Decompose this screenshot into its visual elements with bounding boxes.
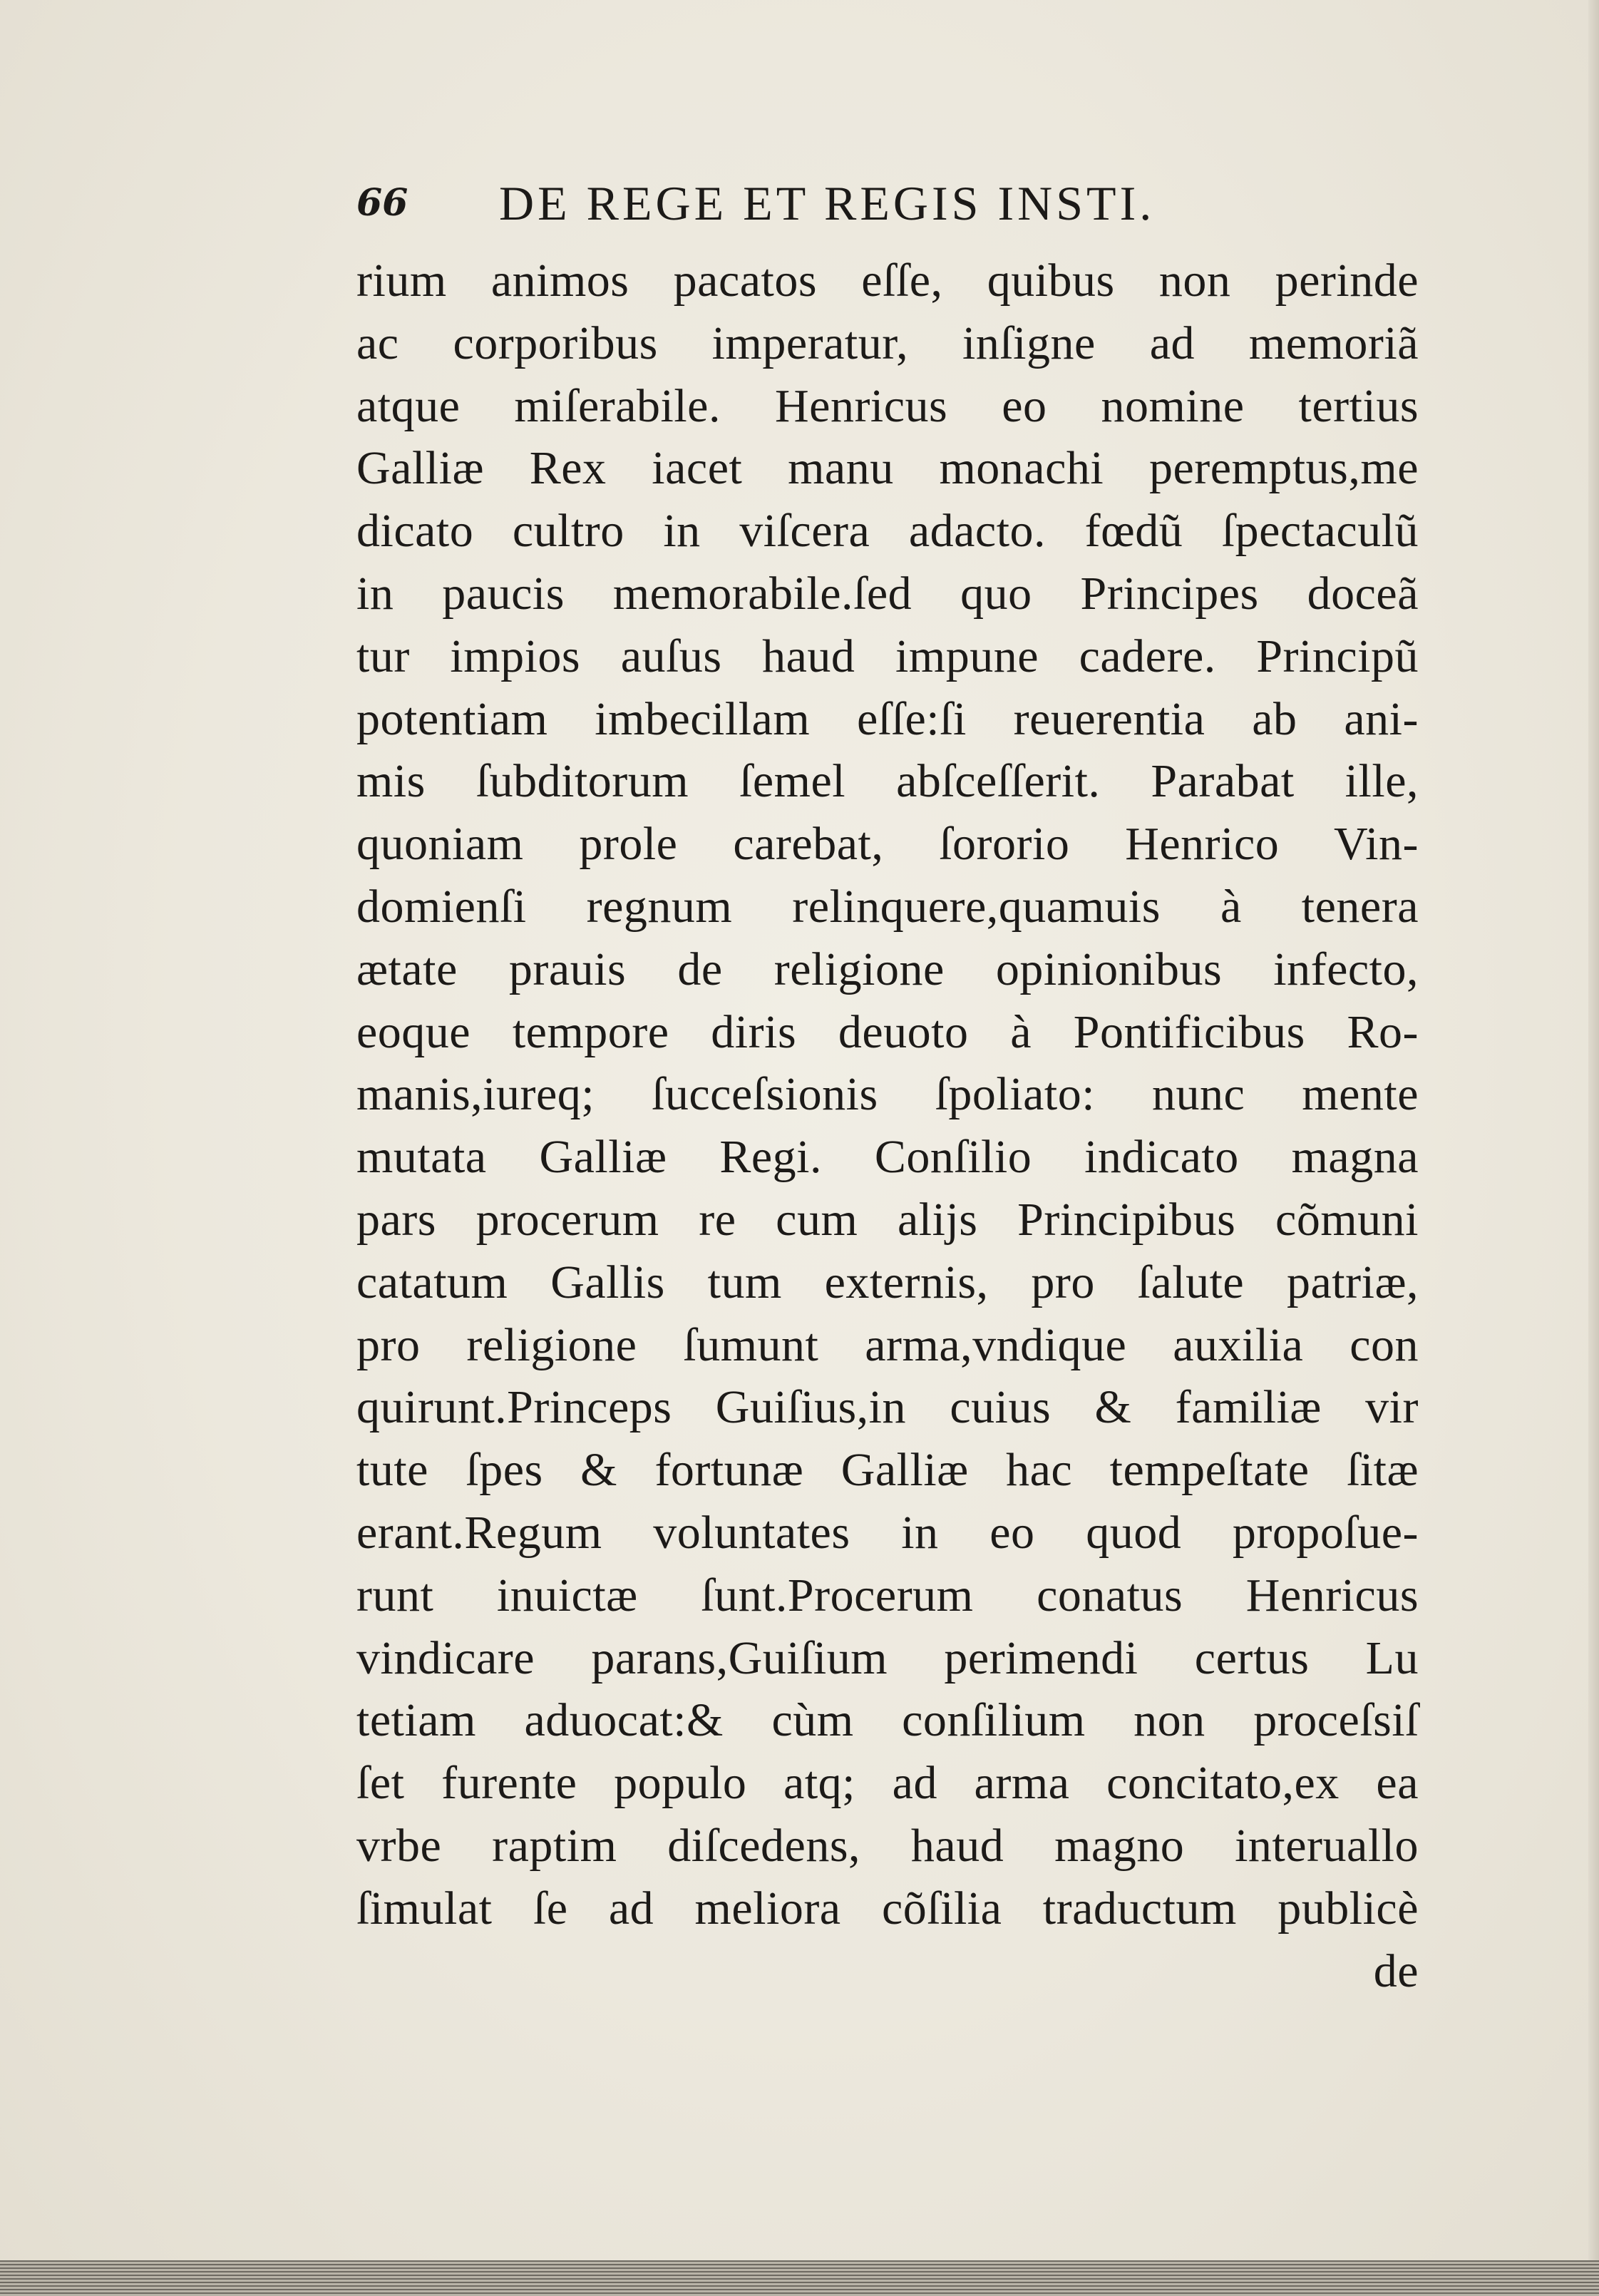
text-line: quirunt.Princeps Guiſius,in cuius & familiæ vir	[356, 1381, 1419, 1434]
text-line: quoniam prole carebat, ſororio Henrico Vin-	[356, 818, 1419, 871]
text-line: ætate prauis de religione opinionibus infecto,	[356, 943, 1419, 995]
running-head: DE REGE ET REGIS INSTI.	[499, 176, 1156, 230]
text-line: tetiam aduocat:& cùm conſilium non proceſsiſ	[356, 1694, 1419, 1747]
text-line: erant.Regum voluntates in eo quod propoſue-	[356, 1506, 1419, 1559]
text-line: rium animos pacatos eſſe, quibus non perinde	[356, 255, 1419, 307]
text-line: runt inuictæ ſunt.Procerum conatus Henricus	[356, 1569, 1419, 1621]
text-line: mutata Galliæ Regi. Conſilio indicato magna	[356, 1131, 1419, 1184]
text-line: atque miſerabile. Henricus eo nomine tertius	[356, 379, 1419, 432]
page-number: 66	[356, 181, 408, 225]
text-line: pro religione ſumunt arma,vndique auxilia con	[356, 1318, 1419, 1371]
text-line: mis ſubditorum ſemel abſceſſerit. Parabat ille,	[356, 755, 1419, 808]
text-line: manis,iureq; ſucceſsionis ſpoliato: nunc mente	[356, 1068, 1419, 1121]
text-line: catatum Gallis tum externis, pro ſalute patriæ,	[356, 1256, 1419, 1308]
text-line: potentiam imbecillam eſſe:ſi reuerentia ab ani-	[356, 692, 1419, 745]
page-edge-bottom	[0, 2260, 1599, 2296]
page-edge-right	[1588, 0, 1599, 2260]
text-line: Galliæ Rex iacet manu monachi peremptus,me	[356, 442, 1419, 495]
text-line: domienſi regnum relinquere,quamuis à tenera	[356, 880, 1419, 933]
text-line: eoque tempore diris deuoto à Pontificibus Ro-	[356, 1005, 1419, 1058]
catchword: de	[1373, 1944, 1419, 1997]
text-line: pars procerum re cum alijs Principibus cõmuni	[356, 1193, 1419, 1246]
text-line: in paucis memorabile.ſed quo Principes doceã	[356, 567, 1419, 620]
text-line: tute ſpes & fortunæ Galliæ hac tempeſtate ſitæ	[356, 1444, 1419, 1497]
text-line: vindicare parans,Guiſium perimendi certus Lu	[356, 1631, 1419, 1684]
page-header	[356, 171, 1297, 235]
text-line: ſimulat ſe ad meliora cõſilia traductum publicè	[356, 1882, 1419, 1934]
body-text	[356, 250, 1419, 2002]
text-line: ac corporibus imperatur, inſigne ad memoriã	[356, 317, 1419, 369]
text-line: ſet furente populo atq; ad arma concitato,ex ea	[356, 1757, 1419, 1810]
text-line: dicato cultro in viſcera adacto. fœdũ ſpectaculũ	[356, 505, 1419, 558]
text-line: vrbe raptim diſcedens, haud magno interuallo	[356, 1819, 1419, 1872]
text-line: tur impios auſus haud impune cadere. Principũ	[356, 630, 1419, 682]
